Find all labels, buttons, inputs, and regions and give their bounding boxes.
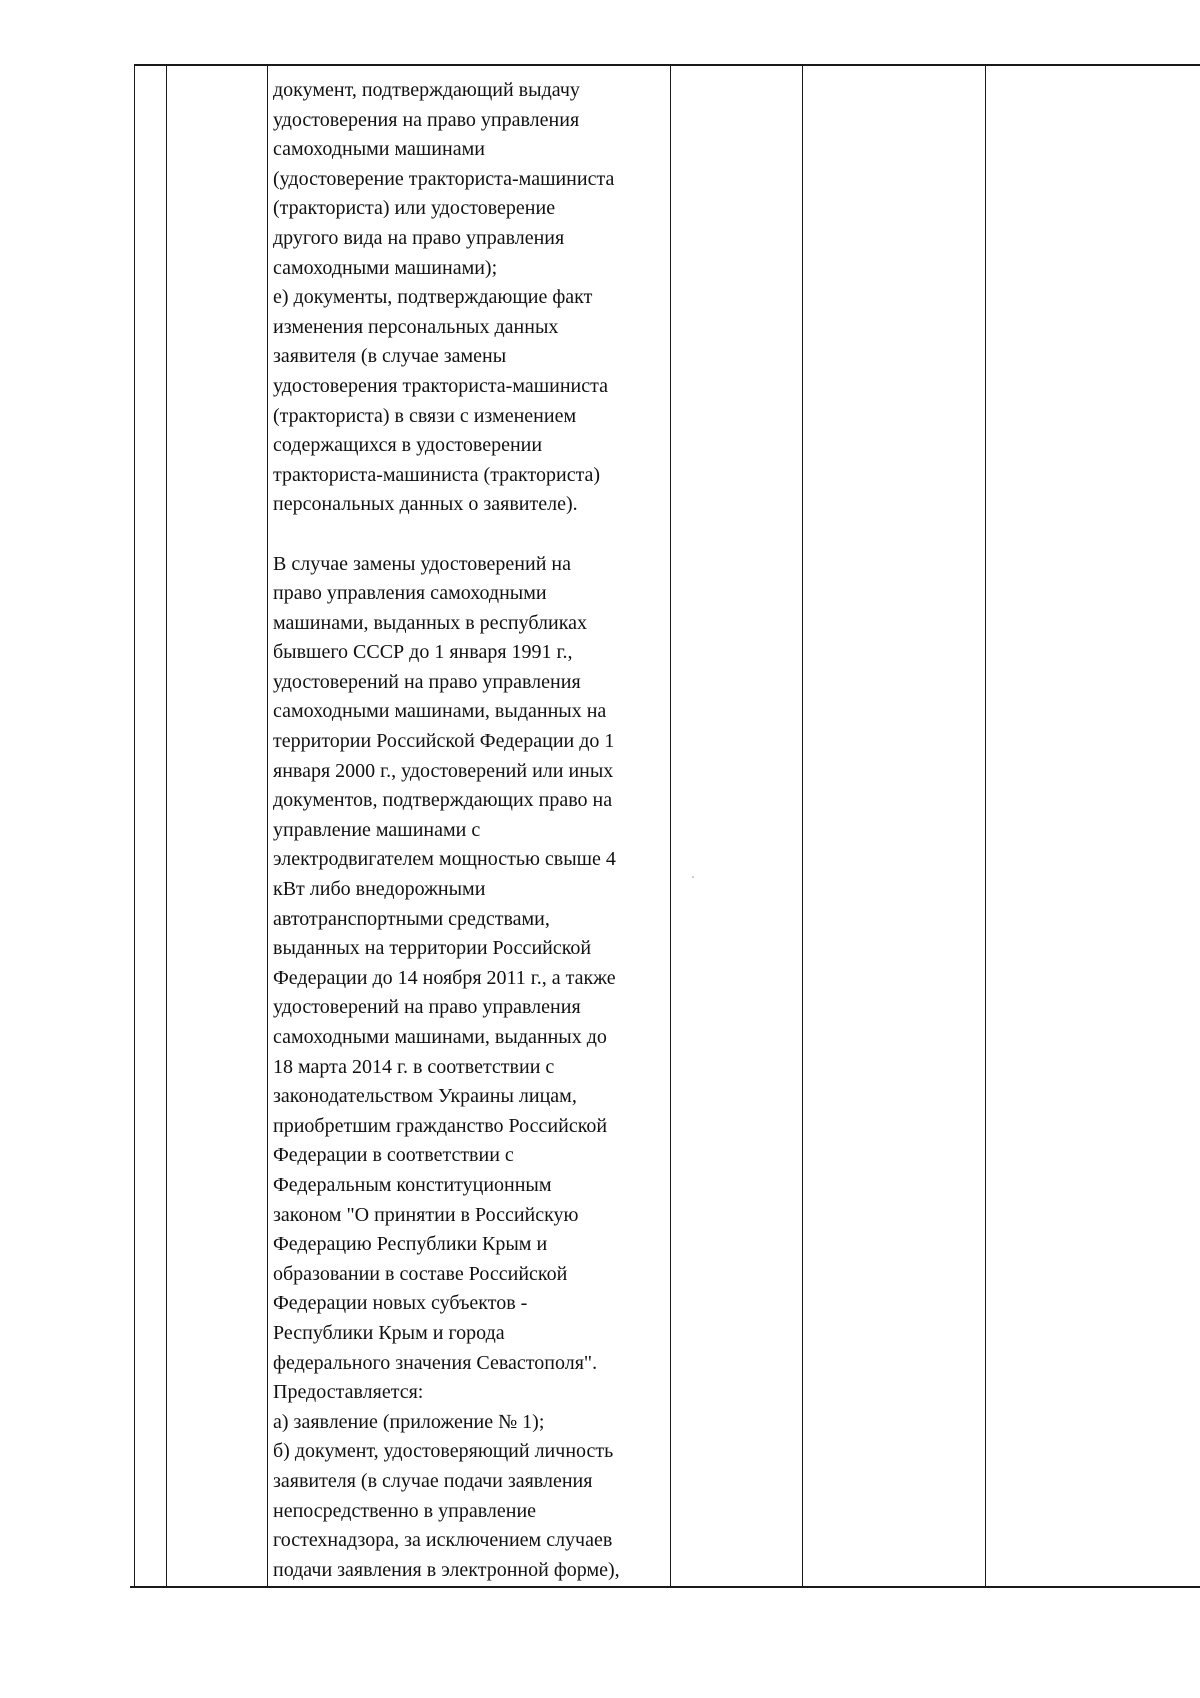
text-line: выданных на территории Российской: [273, 937, 592, 960]
text-line: самоходными машинами);: [273, 256, 498, 279]
table-column-border-5: [802, 64, 803, 1586]
text-line: законом "О принятии в Российскую: [273, 1203, 579, 1226]
text-line: (тракториста) или удостоверение: [273, 197, 556, 220]
text-line: документ, подтверждающий выдачу: [273, 79, 580, 101]
text-line: федерального значения Севастополя".: [273, 1351, 598, 1374]
table-column-border-2: [166, 64, 167, 1586]
text-line: Республики Крым и города: [273, 1321, 505, 1344]
text-line: самоходными машинами, выданных до: [273, 1026, 607, 1048]
text-line: право управления самоходными: [273, 582, 547, 605]
text-line: а) заявление (приложение № 1);: [273, 1410, 545, 1433]
text-line: территории Российской Федерации до 1: [273, 730, 615, 753]
text-line: б) документ, удостоверяющий личность: [273, 1440, 614, 1463]
text-line: электродвигателем мощностью свыше 4: [273, 848, 616, 871]
text-line: удостоверений на право управления: [273, 996, 581, 1019]
text-line: самоходными машинами, выданных на: [273, 700, 607, 723]
text-line: непосредственно в управление: [273, 1499, 537, 1522]
text-line: Предоставляется:: [273, 1381, 424, 1404]
text-line: машинами, выданных в республиках: [273, 611, 588, 634]
text-line: Федеральным конституционным: [273, 1173, 552, 1196]
text-line: (тракториста) в связи с изменением: [273, 404, 577, 427]
table-column-border-3: [267, 64, 268, 1586]
text-line: документов, подтверждающих право на: [273, 789, 613, 812]
text-line: Федерации новых субъектов -: [273, 1292, 528, 1315]
text-line: В случае замены удостоверений на: [273, 552, 571, 575]
text-line: управление машинами с: [273, 818, 481, 841]
table-top-border: [134, 64, 1200, 66]
text-line: подачи заявления в электронной форме),: [273, 1558, 620, 1581]
table-column-border-6: [985, 64, 986, 1586]
text-line: другого вида на право управления: [273, 226, 565, 249]
text-line: Федерации до 14 ноября 2011 г., а также: [273, 966, 616, 989]
text-line: (удостоверение тракториста-машиниста: [273, 167, 615, 190]
table-column-border-1: [134, 64, 135, 1586]
text-line: е) документы, подтверждающие факт: [273, 286, 593, 309]
text-line: удостоверения на право управления: [273, 108, 580, 131]
table-bottom-border: [130, 1586, 1200, 1588]
scan-speck: [692, 876, 694, 878]
text-line: удостоверения тракториста-машиниста: [273, 374, 608, 397]
text-line: законодательством Украины лицам,: [273, 1085, 577, 1108]
text-line: бывшего СССР до 1 января 1991 г.,: [273, 641, 573, 664]
text-line: заявителя (в случае подачи заявления: [273, 1469, 593, 1492]
text-line: персональных данных о заявителе).: [273, 493, 578, 516]
text-line: образовании в составе Российской: [273, 1262, 568, 1285]
table-cell-text: [273, 76, 673, 1585]
text-line: содержащихся в удостоверении: [273, 434, 543, 457]
text-line: 18 марта 2014 г. в соответствии с: [273, 1055, 555, 1078]
paragraph-gap: [273, 520, 673, 550]
text-line: автотранспортными средствами,: [273, 907, 550, 930]
text-line: января 2000 г., удостоверений или иных: [273, 759, 614, 782]
text-line: заявителя (в случае замены: [273, 345, 507, 368]
text-line: тракториста-машиниста (тракториста): [273, 463, 601, 486]
text-line: гостехнадзора, за исключением случаев: [273, 1529, 613, 1552]
text-line: удостоверений на право управления: [273, 670, 581, 693]
text-line: изменения персональных данных: [273, 315, 559, 338]
text-line: самоходными машинами: [273, 138, 485, 161]
text-line: кВт либо внедорожными: [273, 878, 486, 901]
text-line: Федерации в соответствии с: [273, 1144, 514, 1167]
text-line: приобретшим гражданство Российской: [273, 1114, 608, 1137]
text-line: Федерацию Республики Крым и: [273, 1233, 548, 1256]
